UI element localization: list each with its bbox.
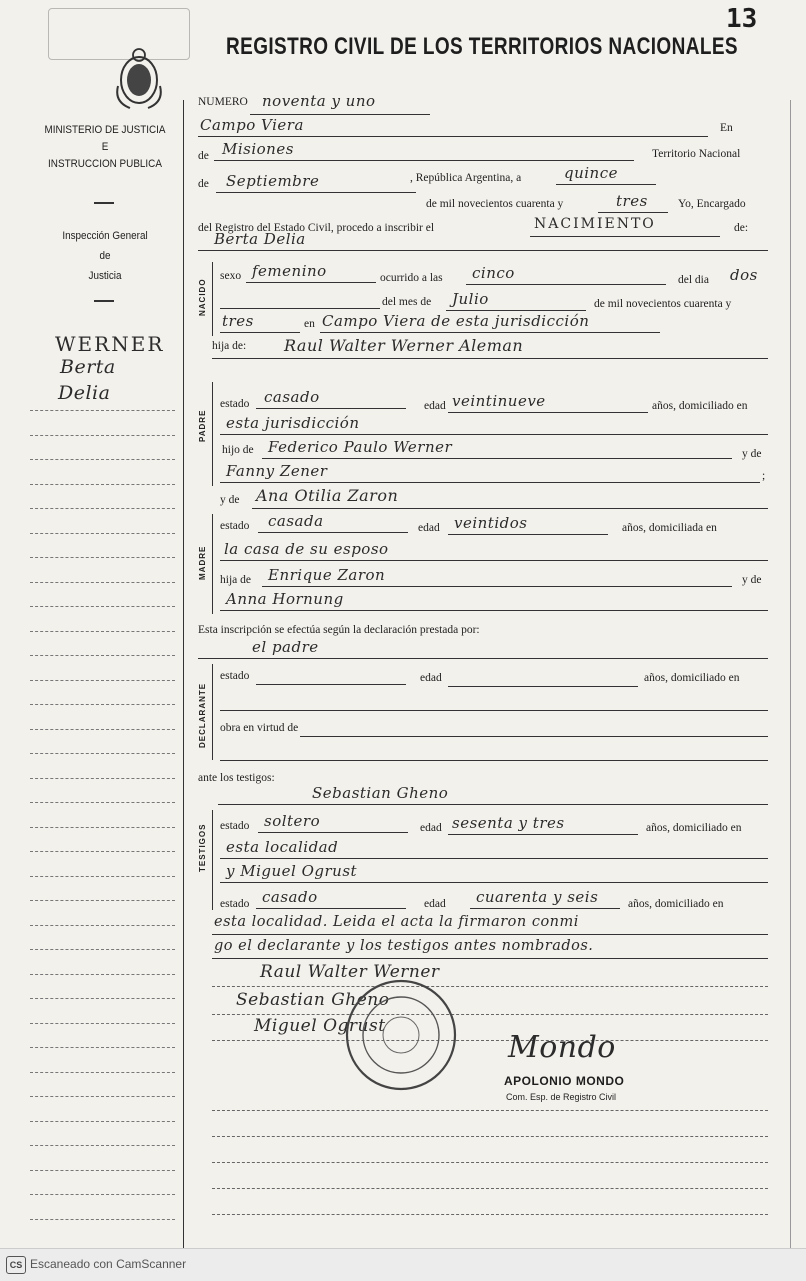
bottom-rule-2 — [212, 1136, 768, 1137]
declarante-rule-3 — [220, 760, 768, 761]
testigo1-estado-label: estado — [220, 820, 250, 832]
testigo1-edad-value: sesenta y tres — [452, 814, 565, 832]
hija-label: hija de: — [212, 340, 247, 352]
madre-side-label: MADRE — [198, 545, 207, 580]
padre-hijo-label: hijo de — [222, 444, 254, 456]
testigo1-estado-rule — [258, 832, 408, 833]
madre-estado-value: casada — [268, 512, 324, 530]
province-value: Misiones — [222, 140, 294, 158]
mes-rule — [446, 310, 586, 311]
nacido-rule-2 — [220, 308, 380, 309]
testigo2-estado-rule — [256, 908, 406, 909]
nacido-bracket — [212, 262, 213, 336]
closing-rule-2 — [212, 958, 768, 959]
left-margin-rule — [30, 802, 175, 803]
margin-surname: WERNER — [55, 332, 165, 356]
madre-madre-value: Anna Hornung — [226, 590, 344, 608]
left-margin-rule — [30, 925, 175, 926]
madre-edad-label: edad — [418, 522, 440, 534]
padre-edad-rule — [448, 412, 648, 413]
left-margin-rule — [30, 1121, 175, 1122]
ministry-underline — [94, 202, 114, 204]
madre-edad-rule — [448, 534, 608, 535]
page-number: 13 — [726, 4, 758, 34]
padre-hijo-value: Federico Paulo Werner — [268, 438, 453, 456]
numero-label: NUMERO — [198, 96, 248, 108]
left-margin-rule — [30, 974, 175, 975]
anio-rule — [220, 332, 300, 333]
padre-semicolon: ; — [762, 470, 766, 482]
padre-estado-rule — [256, 408, 406, 409]
ocurrido-label: ocurrido a las — [380, 272, 443, 284]
padre-estado-label: estado — [220, 398, 250, 410]
en-label-2: en — [304, 318, 315, 330]
testigo2-estado-label: estado — [220, 898, 250, 910]
signature-rule-3 — [212, 1040, 768, 1041]
declarante-edad-rule — [448, 686, 638, 687]
hora-rule — [466, 284, 666, 285]
ministry-line-3: INSTRUCCION PUBLICA — [48, 158, 162, 170]
name-rule — [198, 250, 768, 251]
en-label: En — [720, 122, 733, 134]
padre-side-label: PADRE — [198, 409, 207, 442]
ministry-block — [38, 122, 173, 173]
margin-given-name-1: Berta — [60, 356, 116, 378]
inscripcion-rule — [198, 658, 768, 659]
left-margin-rule — [30, 1170, 175, 1171]
del-dia-label: del dia — [678, 274, 709, 286]
left-margin-rule — [30, 410, 175, 411]
left-margin-rule — [30, 459, 175, 460]
declarante-estado-label: estado — [220, 670, 250, 682]
madre-y-de-label: y de — [220, 494, 240, 506]
left-margin-rule — [30, 533, 175, 534]
bottom-rule-3 — [212, 1162, 768, 1163]
left-margin-rule — [30, 753, 175, 754]
padre-estado-value: casado — [264, 388, 320, 406]
act-type-value: NACIMIENTO — [534, 216, 656, 232]
padre-edad-label: edad — [424, 400, 446, 412]
inspection-line-2: de — [99, 250, 111, 262]
left-margin-rule — [30, 900, 175, 901]
declarante-side-label: DECLARANTE — [198, 682, 207, 748]
ministry-line-2: E — [101, 141, 109, 153]
mes-value: Julio — [452, 290, 489, 308]
inspection-underline — [94, 300, 114, 302]
nacido-side-label: NACIDO — [198, 278, 207, 316]
mil-label-2: de mil novecientos cuarenta y — [594, 298, 732, 310]
madre-hija-value: Enrique Zaron — [268, 566, 386, 584]
padre-madre-value: Fanny Zener — [226, 462, 328, 480]
coat-of-arms-icon — [112, 46, 166, 112]
testigo2-edad-label: edad — [424, 898, 446, 910]
madre-nombre-value: Ana Otilia Zaron — [256, 486, 399, 505]
de-label-2: de — [198, 178, 209, 190]
testigo2-edad-value: cuarenta y seis — [476, 888, 599, 906]
registro-label: del Registro del Estado Civil, procedo a inscribir el — [198, 222, 435, 234]
left-margin-rule — [30, 827, 175, 828]
left-margin-rule — [30, 1072, 175, 1073]
left-margin-rule — [30, 851, 175, 852]
padre-domicilio-rule — [220, 434, 768, 435]
left-margin-rule — [30, 484, 175, 485]
madre-estado-label: estado — [220, 520, 250, 532]
year-rule — [598, 212, 668, 213]
madre-madre-rule — [220, 610, 768, 611]
madre-estado-rule — [258, 532, 408, 533]
left-margin-rule — [30, 778, 175, 779]
signature-3: Miguel Ogrust — [254, 1016, 386, 1036]
testigo1-edad-label: edad — [420, 822, 442, 834]
left-margin-rule — [30, 876, 175, 877]
hora-value: cinco — [472, 264, 515, 282]
de-colon-label: de: — [734, 222, 749, 234]
signature-4: Mondo — [508, 1030, 616, 1065]
right-edge-line — [790, 100, 791, 1260]
act-type-rule — [530, 236, 720, 237]
declarante-anos-label: años, domiciliado en — [644, 672, 740, 684]
ante-label: ante los testigos: — [198, 772, 275, 784]
left-margin-rule — [30, 704, 175, 705]
padre-edad-value: veintinueve — [452, 392, 546, 410]
closing-rule-1 — [212, 934, 768, 935]
officer-name: APOLONIO MONDO — [504, 1074, 625, 1088]
left-margin-rule — [30, 680, 175, 681]
left-margin-rule — [30, 1096, 175, 1097]
testigos-side-label: TESTIGOS — [198, 823, 207, 872]
madre-anos-label: años, domiciliada en — [622, 522, 717, 534]
camscanner-footer — [0, 1248, 806, 1281]
obra-rule — [300, 736, 768, 737]
inspection-block — [38, 226, 173, 286]
testigo1-anos-label: años, domiciliado en — [646, 822, 742, 834]
testigo1-rule — [218, 804, 768, 805]
mil-label: de mil novecientos cuarenta y — [426, 198, 564, 210]
declarante-domicilio-rule — [220, 710, 768, 711]
testigo1-domicilio-rule — [220, 858, 768, 859]
obra-label: obra en virtud de — [220, 722, 299, 734]
margin-given-name-2: Delia — [58, 382, 111, 404]
numero-rule — [250, 114, 430, 115]
signature-1: Raul Walter Werner — [260, 962, 440, 982]
testigo1-estado-value: soltero — [264, 812, 321, 830]
left-margin-rule — [30, 631, 175, 632]
inspection-line-3: Justicia — [88, 270, 122, 282]
left-margin-rule — [30, 435, 175, 436]
camscanner-logo-icon: CS — [6, 1256, 26, 1274]
place-value: Campo Viera — [200, 116, 304, 134]
lugar-rule — [320, 332, 660, 333]
padre-bracket — [212, 382, 213, 486]
yo-label: Yo, Encargado — [678, 198, 746, 210]
sexo-value: femenino — [252, 262, 327, 280]
document-title: REGISTRO CIVIL DE LOS TERRITORIOS NACIONALES — [226, 34, 738, 61]
day-rule — [556, 184, 656, 185]
dia-value: dos — [730, 266, 758, 284]
testigo2-value: y Miguel Ogrust — [226, 862, 358, 880]
left-margin-rule — [30, 557, 175, 558]
year-value: tres — [616, 192, 648, 210]
padre-domicilio-value: esta jurisdicción — [226, 414, 360, 432]
ministry-line-1: MINISTERIO DE JUSTICIA — [44, 124, 166, 136]
closing-line-1: esta localidad. Leida el acta la firmaron conmi — [214, 914, 579, 930]
madre-domicilio-value: la casa de su esposo — [224, 540, 389, 558]
camscanner-text: Escaneado con CamScanner — [30, 1257, 187, 1271]
left-margin-rule — [30, 729, 175, 730]
madre-edad-value: veintidos — [454, 514, 528, 532]
closing-line-2: go el declarante y los testigos antes nombrados. — [214, 938, 594, 954]
official-seal-icon — [344, 978, 458, 1092]
madre-domicilio-rule — [220, 560, 768, 561]
testigo1-value: Sebastian Gheno — [312, 784, 449, 802]
left-margin-rule — [30, 606, 175, 607]
padre-rule — [212, 358, 768, 359]
padre-anos-label: años, domiciliado en — [652, 400, 748, 412]
province-rule — [214, 160, 634, 161]
declarante-bracket — [212, 664, 213, 760]
left-margin-rule — [30, 1145, 175, 1146]
left-margin-rule — [30, 582, 175, 583]
bottom-rule-4 — [212, 1188, 768, 1189]
del-mes-label: del mes de — [382, 296, 432, 308]
name-value: Berta Delia — [214, 230, 306, 248]
padre-hijo-rule — [262, 458, 732, 459]
de-label: de — [198, 150, 209, 162]
declarante-estado-rule — [256, 684, 406, 685]
territorio-label: Territorio Nacional — [652, 148, 741, 160]
signature-rule-1 — [212, 986, 768, 987]
madre-bracket — [212, 514, 213, 614]
madre-y-de-label-2: y de — [742, 574, 762, 586]
inscripcion-label: Esta inscripción se efectúa según la declaración prestada por: — [198, 624, 480, 636]
month-rule — [216, 192, 416, 193]
testigos-bracket — [212, 810, 213, 910]
madre-nombre-rule — [252, 508, 768, 509]
lugar-value: Campo Viera de esta jurisdicción — [322, 312, 590, 330]
testigo2-edad-rule — [470, 908, 620, 909]
place-rule — [198, 136, 708, 137]
madre-hija-rule — [262, 586, 732, 587]
sexo-label: sexo — [220, 270, 242, 282]
padre-y-de-label: y de — [742, 448, 762, 460]
left-margin-rule — [30, 1047, 175, 1048]
left-margin-rule — [30, 949, 175, 950]
left-margin-rule — [30, 1219, 175, 1220]
republica-label: , República Argentina, a — [410, 172, 522, 184]
testigo2-rule — [220, 882, 768, 883]
padre-value: Raul Walter Werner Aleman — [284, 336, 524, 355]
inspection-line-1: Inspección General — [62, 230, 148, 242]
testigo2-estado-value: casado — [262, 888, 318, 906]
anio-value: tres — [222, 312, 254, 330]
numero-value: noventa y uno — [262, 92, 376, 110]
bottom-rule-1 — [212, 1110, 768, 1111]
left-margin-rule — [30, 998, 175, 999]
month-value: Septiembre — [226, 172, 320, 190]
signature-rule-2 — [212, 1014, 768, 1015]
testigo1-domicilio-value: esta localidad — [226, 838, 339, 856]
padre-madre-rule — [220, 482, 760, 483]
declarante-edad-label: edad — [420, 672, 442, 684]
madre-hija-label: hija de — [220, 574, 251, 586]
signature-2: Sebastian Gheno — [236, 990, 390, 1010]
left-margin-rule — [30, 655, 175, 656]
day-value: quince — [564, 164, 618, 182]
sexo-rule — [246, 282, 376, 283]
bottom-rule-5 — [212, 1214, 768, 1215]
testigo2-anos-label: años, domiciliado en — [628, 898, 724, 910]
officer-title: Com. Esp. de Registro Civil — [506, 1092, 617, 1102]
column-divider — [183, 100, 184, 1260]
testigo1-edad-rule — [448, 834, 638, 835]
left-margin-rule — [30, 508, 175, 509]
left-margin-rule — [30, 1023, 175, 1024]
inscripcion-value: el padre — [252, 638, 319, 656]
left-margin-rule — [30, 1194, 175, 1195]
